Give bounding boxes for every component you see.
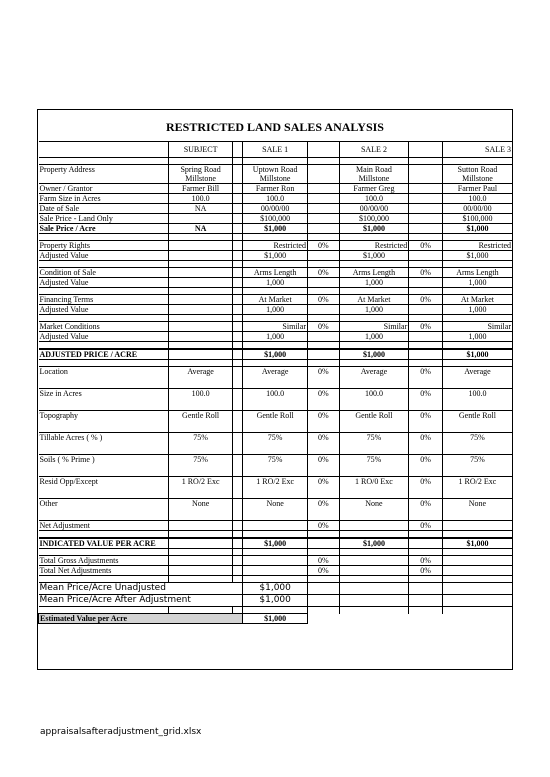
table-row: Sale Price - Land Only $100,000 $100,000 $100,000 [39,214,513,224]
table-row: Property Rights Restricted 0% Restricted 0% Restricted [39,241,511,250]
table-row: Financing Terms At Market 0% At Market 0% At Market [39,295,513,305]
table-row: Adjusted Value 1,000 1,000 1,000 [39,332,513,342]
table-row: Resid Opp/Except 1 RO/2 Exc 1 RO/2 Exc 0% 1 RO/0 Exc 0% 1 RO/2 Exc [39,477,513,487]
header-row [39,142,513,158]
table-row: Net Adjustment 0% 0% [39,521,513,531]
table-row: Owner / Grantor Farmer Bill Farmer Ron Farmer Greg Farmer Paul [39,184,513,194]
sale1-header: SALE 1 [243,142,308,158]
table-row: Estimated Value per Acre $1,000 [39,614,513,624]
table-row: Date of Sale NA 00/00/00 00/00/00 00/00/00 [39,204,513,214]
table-row: Tillable Acres ( % ) 75% 75% 0% 75% 0% 75% [39,433,513,443]
table-row: Other None None 0% None 0% None [39,499,513,509]
table-row: Millstone Millstone Millstone Millstone [39,174,513,184]
table-row: Condition of Sale Arms Length 0% Arms Length 0% Arms Length [39,268,513,278]
table-row: Adjusted Value 1,000 1,000 1,000 [39,305,513,315]
table-row: Location Average Average 0% Average 0% Average [39,367,513,377]
table-row: ADJUSTED PRICE / ACRE $1,000 $1,000 $1,000 [39,349,513,360]
sale2-header: SALE 2 [339,142,409,158]
table-row: Soils ( % Prime ) 75% 75% 0% 75% 0% 75% [39,455,513,465]
table-row: Topography Gentle Roll Gentle Roll 0% Gentle Roll 0% Gentle Roll [39,411,513,421]
table-row: Total Gross Adjustments 0% 0% [39,556,513,566]
table-row: Adjusted Value 1,000 1,000 1,000 [39,278,513,288]
table-row: Sale Price / Acre NA $1,000 $1,000 $1,000 [39,224,513,234]
sales-analysis-table [38,141,512,624]
table-row: Farm Size in Acres 100.0 100.0 100.0 100.0 [39,194,513,204]
table-row: Size in Acres 100.0 100.0 0% 100.0 0% 100.0 [39,389,513,399]
table-row: Mean Price/Acre Unadjusted $1,000 [39,583,513,595]
spreadsheet-page [37,109,513,670]
table-row: Property Address Spring Road Uptown Road Main Road Sutton Road [39,165,513,175]
sale3-header: SALE 3 [442,142,512,158]
subject-header: SUBJECT [168,142,233,158]
file-name: appraisalsafteradjustment_grid.xlsx [40,727,202,737]
table-row: Mean Price/Acre After Adjustment $1,000 [39,595,513,607]
table-row: Market Conditions Similar 0% Similar 0% Similar [39,322,511,331]
page-title: RESTRICTED LAND SALES ANALYSIS [166,120,384,134]
table-row: INDICATED VALUE PER ACRE $1,000 $1,000 $1,000 [39,538,513,549]
table-row: Adjusted Value $1,000 $1,000 $1,000 [39,251,513,261]
table-row: Total Net Adjustments 0% 0% [39,566,513,576]
